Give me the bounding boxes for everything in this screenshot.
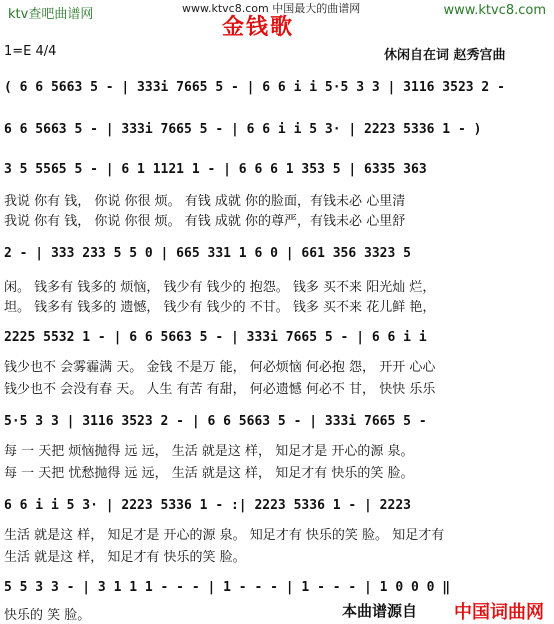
site-name-left: ktv查吧曲谱网 <box>8 7 94 22</box>
notation-row-3: 3 5 5565 5 - | 6 1 1121 1 - | 6 6 6 1 353 5 | 6335 363 <box>4 162 427 177</box>
notation-row-7: 6 6 i i 5 3· | 2223 5336 1 - :| 2223 5336 1 - | 2223 <box>4 498 411 513</box>
site-url-banner: www.ktvc8.com 中国最大的曲谱网 <box>182 2 361 15</box>
lyrics-row-3-verse-2: 我说 你有 钱， 你说 你很 烦。 有钱 成就 你的尊严，有钱未必 心里舒 <box>4 214 406 229</box>
notation-row-1: ( 6 6 5663 5 - | 333i 7665 5 - | 6 6 i i 5·5 3 3 | 3116 3523 2 - <box>4 80 505 95</box>
song-credits: 休闲自在词 赵秀宫曲 <box>384 48 506 63</box>
notation-row-5: 2225 5532 1 - | 6 6 5663 5 - | 333i 7665 5 - | 6 6 i i <box>4 330 427 345</box>
lyrics-row-7-verse-2: 生活 就是这 样， 知足才有 快乐的笑 脸。 <box>4 550 246 565</box>
site-url-right: www.ktvc8.com <box>443 3 546 18</box>
lyrics-row-3-verse-1: 我说 你有 钱， 你说 你很 烦。 有钱 成就 你的脸面，有钱未必 心里清 <box>4 194 406 209</box>
lyrics-row-4-verse-2: 坦。 钱多有 钱多的 遗憾， 钱少有 钱少的 不甘。 钱多 买不来 花儿鲜 艳， <box>4 300 436 315</box>
lyrics-row-6-verse-2: 每 一 天把 忧愁抛得 远 远， 生活 就是这 样， 知足才有 快乐的笑 脸。 <box>4 466 414 481</box>
lyrics-row-4-verse-1: 闲。 钱多有 钱多的 烦恼， 钱少有 钱少的 抱怨。 钱多 买不来 阳光灿 烂， <box>4 280 436 295</box>
notation-row-2: 6 6 5663 5 - | 333i 7665 5 - | 6 6 i i 5 3· | 2223 5336 1 - ) <box>4 122 482 137</box>
lyrics-row-7-verse-1: 生活 就是这 样， 知足才是 开心的源 泉。 知足才有 快乐的笑 脸。 知足才有 <box>4 528 445 543</box>
lyrics-row-5-verse-2: 钱少也不 会没有春 天。 人生 有苦 有甜， 何必遗憾 何必不 甘， 快快 乐乐 <box>4 382 436 397</box>
lyrics-row-6-verse-1: 每 一 天把 烦恼抛得 远 远， 生活 就是这 样， 知足才是 开心的源 泉。 <box>4 444 414 459</box>
lyrics-row-8-verse-1: 快乐的 笑 脸。 <box>4 608 91 623</box>
key-signature: 1=E 4/4 <box>4 44 57 59</box>
source-label: 本曲谱源自 <box>342 602 418 620</box>
source-brand-logo: 中国词曲网 <box>454 602 544 623</box>
song-title: 金钱歌 <box>222 14 295 40</box>
lyrics-row-5-verse-1: 钱少也不 会雾霾满 天。 金钱 不是万 能， 何必烦恼 何必抱 怨， 开开 心心 <box>4 360 436 375</box>
notation-row-8: 5 5 3 3 - | 3 1 1 1 - - - | 1 - - - | 1 - - - | 1 0 0 0 ‖ <box>4 580 451 595</box>
notation-row-4: 2 - | 333 233 5 5 0 | 665 331 1 6 0 | 661 356 3323 5 <box>4 246 411 261</box>
notation-row-6: 5·5 3 3 | 3116 3523 2 - | 6 6 5663 5 - | 333i 7665 5 - <box>4 414 427 429</box>
